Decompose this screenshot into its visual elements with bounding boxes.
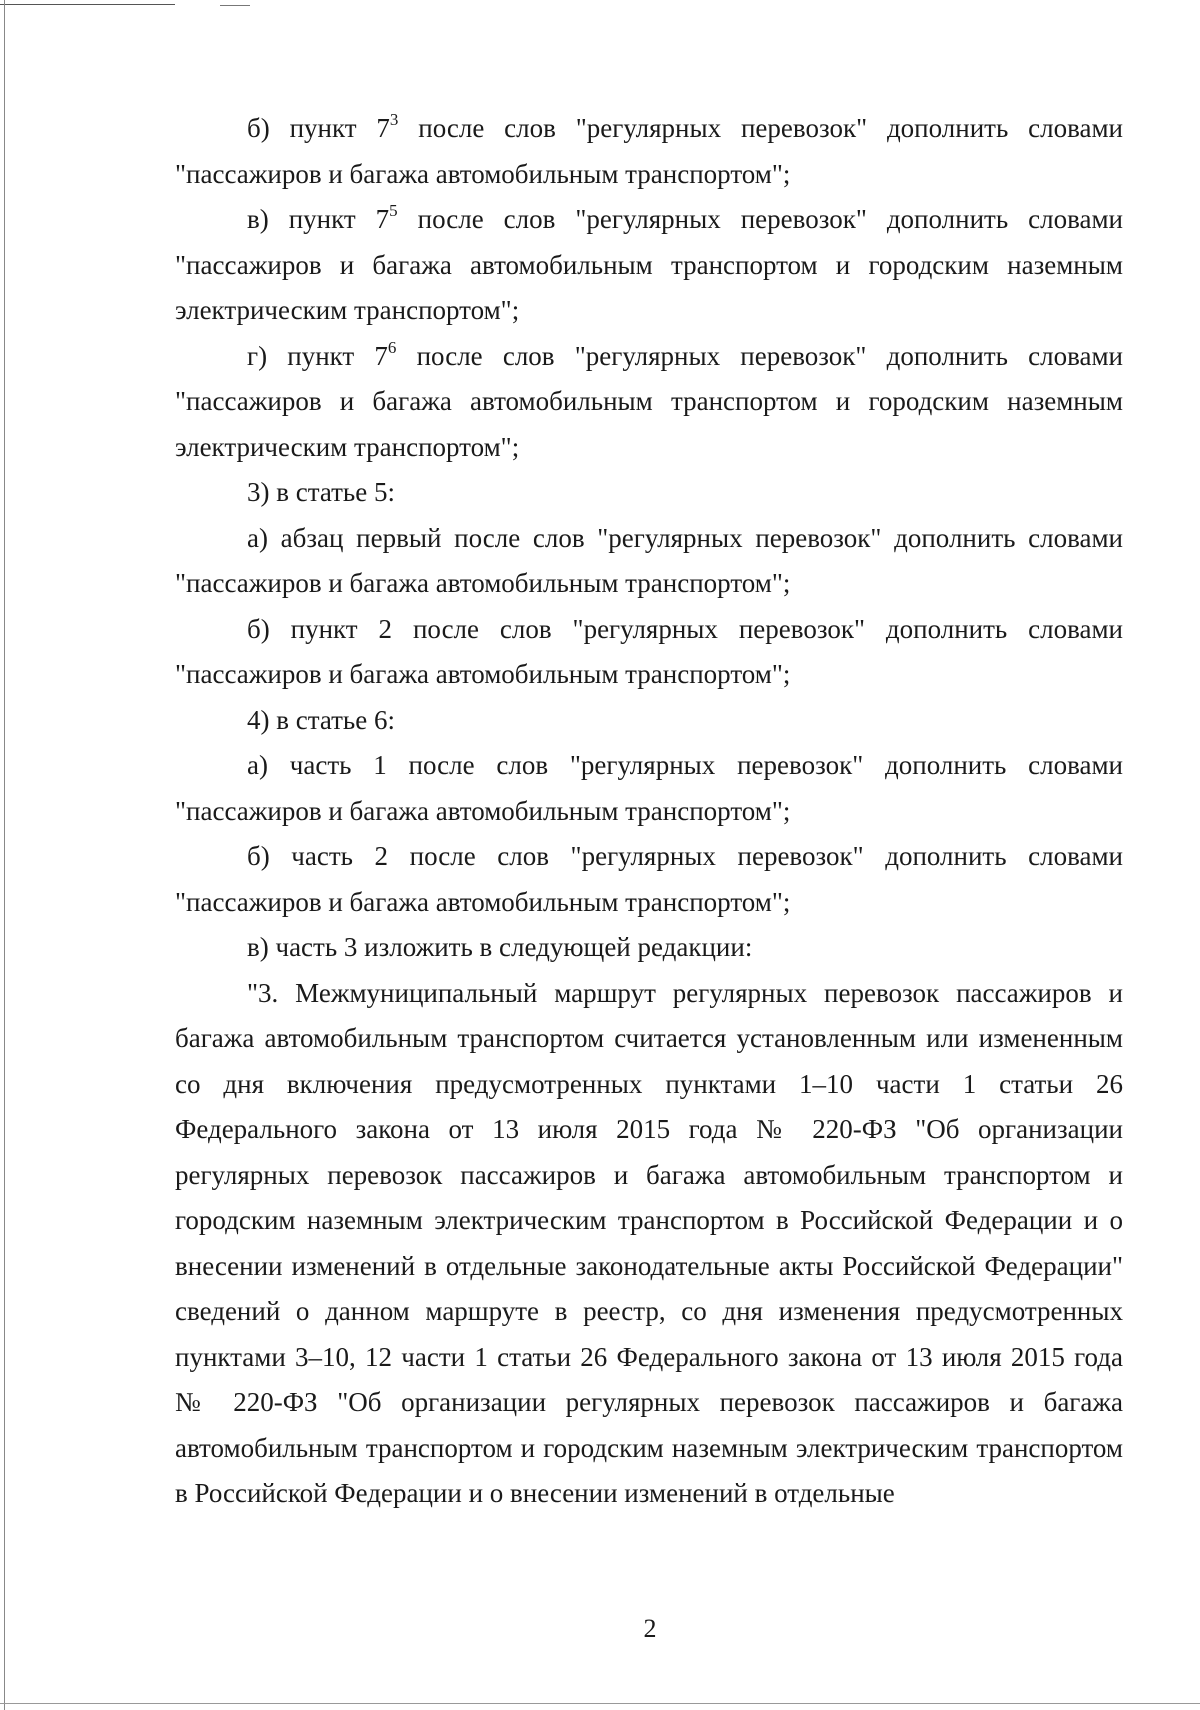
paragraph — [175, 743, 1123, 834]
document-page — [175, 106, 1123, 1517]
paragraph — [175, 971, 1123, 1517]
superscript: 3 — [389, 110, 399, 129]
scan-edge-line — [4, 0, 5, 1710]
paragraph-text: 4) в статье 6: — [247, 704, 395, 735]
paragraph-text: после слов "регулярных перевозок" дополнить словами "пассажиров и багажа автомобильным транспортом и городским наземным электрическим транспортом"; — [175, 204, 1123, 325]
paragraph-text: после слов "регулярных перевозок" дополнить словами "пассажиров и багажа автомобильным транспортом и городским наземным электрическим транспортом"; — [175, 340, 1123, 462]
paragraph-text: в) часть 3 изложить в следующей редакции: — [247, 932, 753, 962]
paragraph-prefix: в) пункт 7 — [247, 204, 390, 234]
superscript: 5 — [389, 201, 398, 220]
scan-edge-line — [0, 1703, 1200, 1704]
scan-edge-line — [220, 5, 250, 6]
paragraph-text: а) часть 1 после слов "регулярных перевозок" дополнить словами "пассажиров и багажа автомобильным транспортом"; — [175, 750, 1123, 826]
paragraph — [175, 106, 1123, 197]
paragraph — [175, 698, 1123, 744]
page-number: 2 — [643, 1614, 657, 1643]
paragraph-text: "3. Межмуниципальный маршрут регулярных перевозок пассажиров и багажа автомобильным транспортом считается установленным или измененным со дня включения предусмотренных пунктами 1–10 части 1 статьи 26 Федерального закона от 13 июля 2015 года № 220-ФЗ "Об организации регулярных перевозок пассажиров и багажа автомобильным транспортом и городским наземным электрическим транспортом в Российской Федерации и о внесении изменений в отдельные законодательные акты Российской Федерации" сведений о данном маршруте в реестр, со дня изменения предусмотренных пунктами 3–10, 12 части 1 статьи 26 Федерального закона от 13 июля 2015 года № 220-ФЗ "Об организации регулярных перевозок пассажиров и багажа автомобильным транспортом и городским наземным электрическим транспортом в Российской Федерации и о внесении изменений в отдельные — [175, 977, 1123, 1508]
paragraph-text: после слов "регулярных перевозок" дополнить словами "пассажиров и багажа автомобильным транспортом"; — [175, 113, 1123, 189]
paragraph — [175, 197, 1123, 334]
paragraph — [175, 516, 1123, 607]
paragraph-text: 3) в статье 5: — [247, 477, 395, 507]
paragraph-text: б) пункт 2 после слов "регулярных перевозок" дополнить словами "пассажиров и багажа автомобильным транспортом"; — [175, 613, 1123, 689]
superscript: 6 — [387, 337, 397, 357]
paragraph-prefix: б) пункт 7 — [247, 113, 390, 143]
paragraph — [175, 607, 1123, 698]
paragraph — [175, 470, 1123, 516]
paragraph — [175, 834, 1123, 925]
paragraph-prefix: г) пункт 7 — [247, 340, 388, 371]
scan-edge-line — [0, 4, 175, 5]
paragraph-text: а) абзац первый после слов "регулярных перевозок" дополнить словами "пассажиров и багажа автомобильным транспортом"; — [175, 522, 1123, 598]
paragraph — [175, 334, 1123, 471]
paragraph-text: б) часть 2 после слов "регулярных перевозок" дополнить словами "пассажиров и багажа автомобильным транспортом"; — [175, 841, 1123, 917]
paragraph — [175, 925, 1123, 971]
